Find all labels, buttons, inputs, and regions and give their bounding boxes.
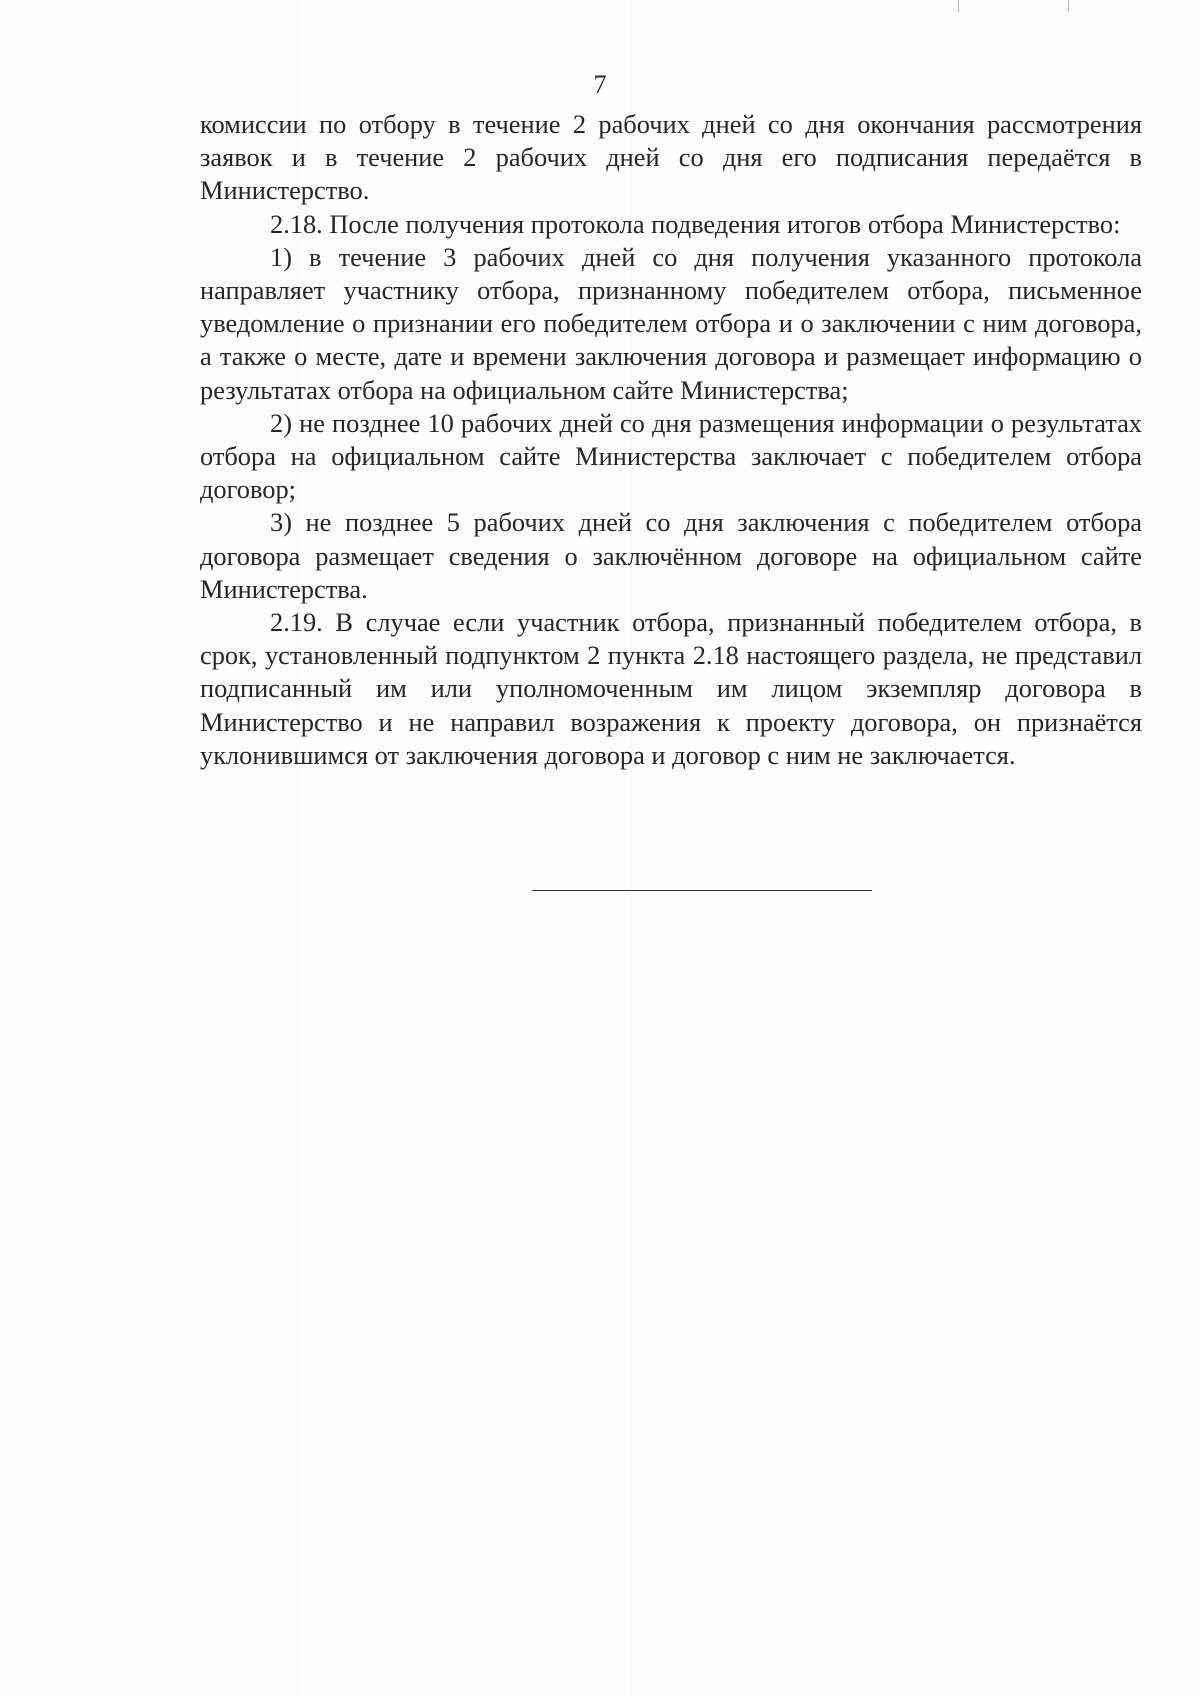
- paragraph-2-19: 2.19. В случае если участник отбора, признанный победителем отбора, в срок, установленный подпунктом 2 пункта 2.18 настоящего раздела, не представил подписанный им или уполномоченным им лицом экземпляр договора в Министерство и не направил возражения к проекту договора, он признаётся уклонившимся от заключения договора и договор с ним не заключается.: [200, 607, 1142, 770]
- scan-edge-mark: [958, 0, 959, 12]
- end-of-section-rule: [532, 890, 872, 891]
- page-number: 7: [593, 70, 607, 99]
- document-body: [200, 108, 1142, 772]
- paragraph-continuation: комиссии по отбору в течение 2 рабочих дней со дня окончания рассмотрения заявок и в течение 2 рабочих дней со дня его подписания передаётся в Министерство.: [200, 109, 1142, 206]
- list-item-1: 1) в течение 3 рабочих дней со дня получения указанного протокола направляет участнику отбора, признанному победителем отбора, письменное уведомление о признании его победителем отбора и о заключении с ним договора, а также о месте, дате и времени заключения договора и размещает информацию о результатах отбора на официальном сайте Министерства;: [200, 241, 1142, 405]
- list-item-3: 3) не позднее 5 рабочих дней со дня заключения с победителем отбора договора размещает сведения о заключённом договоре на официальном сайте Министерства.: [200, 507, 1142, 604]
- paragraph-2-18: 2.18. После получения протокола подведения итогов отбора Министерство:: [270, 208, 1121, 239]
- scan-edge-mark: [1068, 0, 1069, 12]
- list-item-2: 2) не позднее 10 рабочих дней со дня размещения информации о результатах отбора на официальном сайте Министерства заключает с победителем отбора договор;: [200, 407, 1142, 505]
